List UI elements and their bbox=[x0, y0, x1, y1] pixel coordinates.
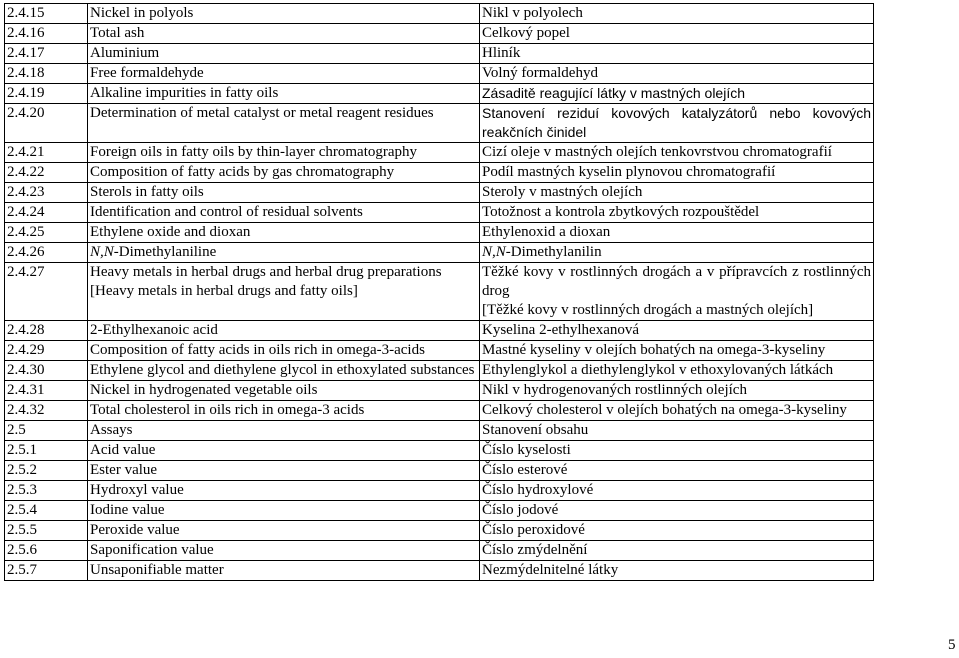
czech-term: Číslo zmýdelnění bbox=[480, 541, 874, 561]
section-number: 2.4.23 bbox=[5, 183, 88, 203]
section-number: 2.4.16 bbox=[5, 24, 88, 44]
table-row bbox=[5, 481, 874, 501]
czech-term: Nikl v polyolech bbox=[480, 4, 874, 24]
english-term: Free formaldehyde bbox=[88, 64, 480, 84]
czech-term: Stanovení obsahu bbox=[480, 421, 874, 441]
section-number: 2.4.28 bbox=[5, 321, 88, 341]
table-row bbox=[5, 361, 874, 381]
english-term: Total cholesterol in oils rich in omega-3 acids bbox=[88, 401, 480, 421]
czech-term: Ethylenglykol a diethylenglykol v ethoxylovaných látkách bbox=[480, 361, 874, 381]
czech-term: N,N-Dimethylanilin bbox=[480, 243, 874, 263]
section-number: 2.4.32 bbox=[5, 401, 88, 421]
section-number: 2.4.22 bbox=[5, 163, 88, 183]
table-row bbox=[5, 64, 874, 84]
czech-term: Ethylenoxid a dioxan bbox=[480, 223, 874, 243]
english-term: 2-Ethylhexanoic acid bbox=[88, 321, 480, 341]
section-number: 2.4.30 bbox=[5, 361, 88, 381]
table-row bbox=[5, 401, 874, 421]
table-row bbox=[5, 24, 874, 44]
section-number: 2.4.15 bbox=[5, 4, 88, 24]
section-number: 2.5.4 bbox=[5, 501, 88, 521]
section-number: 2.5.1 bbox=[5, 441, 88, 461]
table-row bbox=[5, 243, 874, 263]
english-term: Heavy metals in herbal drugs and herbal drug preparations bbox=[90, 264, 442, 280]
czech-term: Cizí oleje v mastných olejích tenkovrstvou chromatografií bbox=[480, 143, 874, 163]
section-number: 2.4.19 bbox=[5, 84, 88, 104]
czech-term: Stanovení reziduí kovových katalyzátorů nebo kovových reakčních činidel bbox=[480, 104, 874, 143]
section-number: 2.5.7 bbox=[5, 561, 88, 581]
english-term: Total ash bbox=[88, 24, 480, 44]
table-row bbox=[5, 223, 874, 243]
table-row bbox=[5, 461, 874, 481]
czech-term: Číslo esterové bbox=[480, 461, 874, 481]
czech-term: Podíl mastných kyselin plynovou chromatografií bbox=[480, 163, 874, 183]
czech-term: Volný formaldehyd bbox=[480, 64, 874, 84]
english-term-cell bbox=[88, 263, 480, 321]
section-number: 2.4.27 bbox=[5, 263, 88, 321]
czech-term: Kyselina 2-ethylhexanová bbox=[480, 321, 874, 341]
table-row bbox=[5, 561, 874, 581]
czech-term: Hliník bbox=[480, 44, 874, 64]
english-term: N,N-Dimethylaniline bbox=[88, 243, 480, 263]
table-row bbox=[5, 321, 874, 341]
table-row bbox=[5, 381, 874, 401]
section-number: 2.5.2 bbox=[5, 461, 88, 481]
table-row bbox=[5, 104, 874, 143]
czech-term: Nikl v hydrogenovaných rostlinných olejích bbox=[480, 381, 874, 401]
czech-term: Těžké kovy v rostlinných drogách a v přípravcích z rostlinných drog bbox=[482, 264, 871, 299]
page-number: 5 bbox=[948, 637, 956, 653]
czech-term: Celkový popel bbox=[480, 24, 874, 44]
section-number: 2.5 bbox=[5, 421, 88, 441]
table-row bbox=[5, 263, 874, 321]
table-row bbox=[5, 44, 874, 64]
czech-term: Nezmýdelnitelné látky bbox=[480, 561, 874, 581]
table-row bbox=[5, 183, 874, 203]
table-row bbox=[5, 84, 874, 104]
english-term: Ethylene glycol and diethylene glycol in ethoxylated substances bbox=[88, 361, 480, 381]
terminology-table bbox=[4, 3, 874, 581]
table-row bbox=[5, 4, 874, 24]
section-number: 2.4.26 bbox=[5, 243, 88, 263]
czech-term: Číslo kyselosti bbox=[480, 441, 874, 461]
english-term: Identification and control of residual solvents bbox=[88, 203, 480, 223]
section-number: 2.4.31 bbox=[5, 381, 88, 401]
english-term: Unsaponifiable matter bbox=[88, 561, 480, 581]
czech-term: Celkový cholesterol v olejích bohatých na omega-3-kyseliny bbox=[480, 401, 874, 421]
english-term: Peroxide value bbox=[88, 521, 480, 541]
english-term: Sterols in fatty oils bbox=[88, 183, 480, 203]
table-row bbox=[5, 541, 874, 561]
czech-term-cell bbox=[480, 263, 874, 321]
section-number: 2.4.17 bbox=[5, 44, 88, 64]
section-number: 2.4.18 bbox=[5, 64, 88, 84]
table-row bbox=[5, 341, 874, 361]
english-term: Nickel in hydrogenated vegetable oils bbox=[88, 381, 480, 401]
section-number: 2.4.20 bbox=[5, 104, 88, 143]
czech-term: Zásaditě reagující látky v mastných olejích bbox=[480, 84, 874, 104]
section-number: 2.5.6 bbox=[5, 541, 88, 561]
table-row bbox=[5, 441, 874, 461]
table-row bbox=[5, 421, 874, 441]
english-term: Hydroxyl value bbox=[88, 481, 480, 501]
english-term: Ethylene oxide and dioxan bbox=[88, 223, 480, 243]
english-term-alt: [Heavy metals in herbal drugs and fatty oils] bbox=[90, 283, 358, 299]
english-term: Saponification value bbox=[88, 541, 480, 561]
czech-term: Číslo jodové bbox=[480, 501, 874, 521]
section-number: 2.4.29 bbox=[5, 341, 88, 361]
english-term: Composition of fatty acids by gas chromatography bbox=[88, 163, 480, 183]
table-row bbox=[5, 143, 874, 163]
section-number: 2.5.5 bbox=[5, 521, 88, 541]
english-term: Iodine value bbox=[88, 501, 480, 521]
english-term: Acid value bbox=[88, 441, 480, 461]
table-row bbox=[5, 163, 874, 183]
czech-term-alt: [Těžké kovy v rostlinných drogách a mastných olejích] bbox=[482, 302, 814, 318]
czech-term: Steroly v mastných olejích bbox=[480, 183, 874, 203]
section-number: 2.5.3 bbox=[5, 481, 88, 501]
czech-term: Číslo hydroxylové bbox=[480, 481, 874, 501]
table-row bbox=[5, 203, 874, 223]
english-term: Composition of fatty acids in oils rich in omega-3-acids bbox=[88, 341, 480, 361]
czech-term: Totožnost a kontrola zbytkových rozpouštědel bbox=[480, 203, 874, 223]
czech-term: Mastné kyseliny v olejích bohatých na omega-3-kyseliny bbox=[480, 341, 874, 361]
czech-term: Číslo peroxidové bbox=[480, 521, 874, 541]
english-term: Alkaline impurities in fatty oils bbox=[88, 84, 480, 104]
english-term: Determination of metal catalyst or metal reagent residues bbox=[88, 104, 480, 143]
english-term: Nickel in polyols bbox=[88, 4, 480, 24]
english-term: Assays bbox=[88, 421, 480, 441]
english-term: Aluminium bbox=[88, 44, 480, 64]
section-number: 2.4.24 bbox=[5, 203, 88, 223]
section-number: 2.4.21 bbox=[5, 143, 88, 163]
table-row bbox=[5, 521, 874, 541]
english-term: Foreign oils in fatty oils by thin-layer chromatography bbox=[88, 143, 480, 163]
table-row bbox=[5, 501, 874, 521]
section-number: 2.4.25 bbox=[5, 223, 88, 243]
english-term: Ester value bbox=[88, 461, 480, 481]
